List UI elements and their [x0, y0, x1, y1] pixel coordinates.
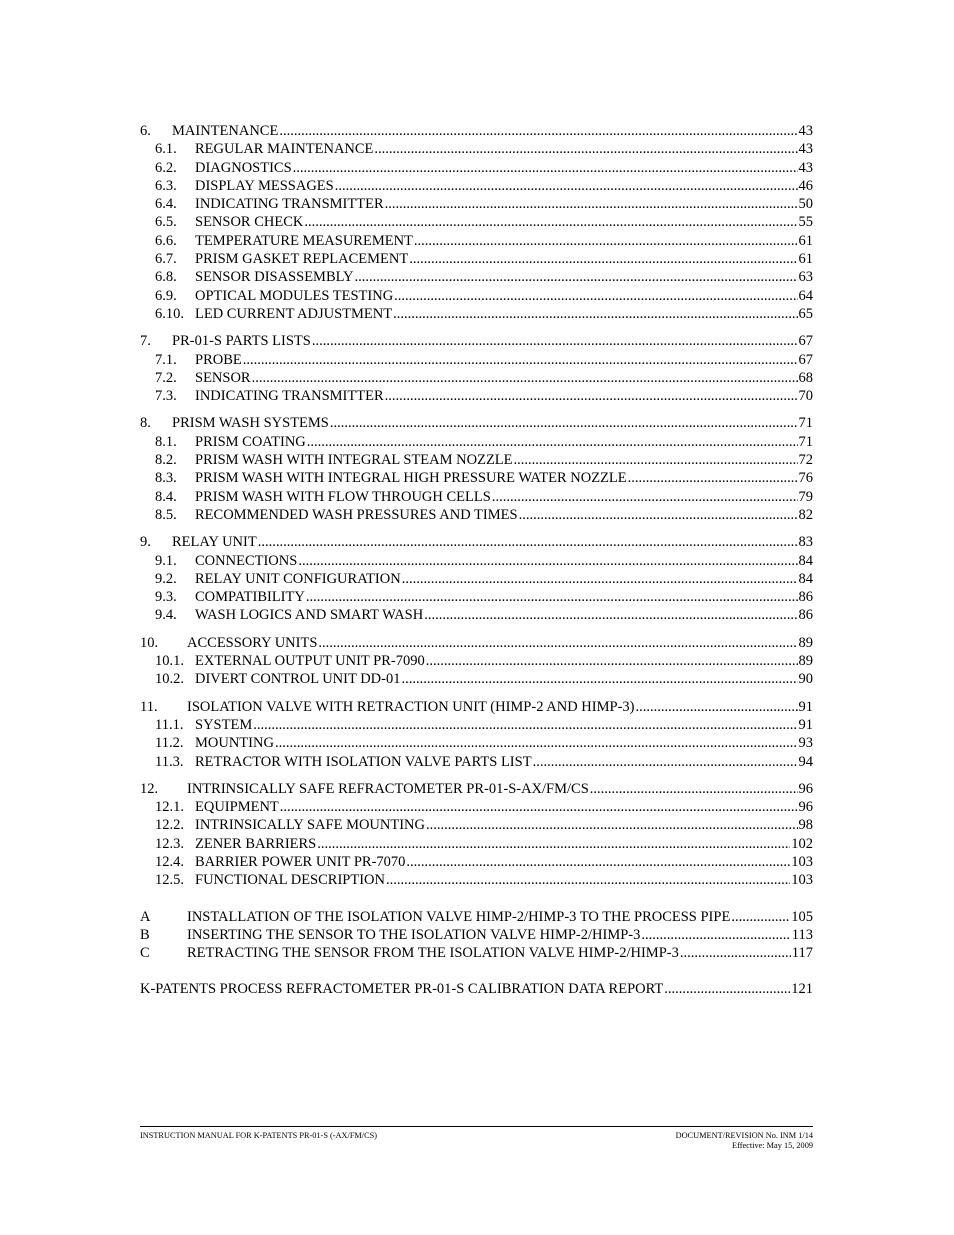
toc-calibration-entry[interactable] [140, 980, 813, 998]
dot-leader [409, 250, 797, 268]
toc-section-group [140, 414, 813, 524]
page-footer [140, 1126, 813, 1150]
entry-title: OPTICAL MODULES TESTING [195, 287, 394, 304]
entry-page-number: 68 [798, 369, 813, 386]
entry-page-number: 94 [798, 753, 813, 770]
dot-leader [635, 698, 797, 716]
dot-leader [317, 835, 790, 853]
toc-section-group [140, 780, 813, 890]
dot-leader [394, 287, 797, 305]
toc-subsection-entry[interactable] [140, 488, 813, 506]
toc-subsection-entry[interactable] [140, 835, 813, 853]
entry-number: 12.1. [155, 799, 184, 816]
entry-page-number: 91 [798, 716, 813, 733]
entry-page-number: 89 [798, 634, 813, 651]
entry-number: 11.1. [155, 716, 184, 733]
entry-page-number: 117 [791, 945, 813, 962]
entry-title: MAINTENANCE [172, 123, 279, 139]
entry-page-number: 91 [798, 698, 813, 715]
entry-page-number: 55 [798, 214, 813, 231]
entry-title: PRISM WASH WITH INTEGRAL HIGH PRESSURE WATER NOZZLE [195, 470, 627, 487]
entry-page-number: 65 [798, 305, 813, 322]
entry-number: 11.2. [155, 735, 184, 752]
entry-number: 6.7. [155, 251, 177, 268]
entry-number: 7.3. [155, 388, 177, 405]
dot-leader [280, 798, 798, 816]
dot-leader [243, 351, 798, 369]
toc-subsection-entry[interactable] [140, 588, 813, 606]
toc-section-group [140, 122, 813, 323]
entry-page-number: 84 [798, 552, 813, 569]
dot-leader [393, 305, 797, 323]
entry-page-number: 93 [798, 735, 813, 752]
dot-leader [374, 140, 797, 158]
entry-title: SENSOR [195, 369, 251, 386]
entry-title: RELAY UNIT [172, 534, 257, 551]
toc-subsection-entry[interactable] [140, 387, 813, 405]
toc-subsection-entry[interactable] [140, 305, 813, 323]
toc-section-group [140, 698, 813, 771]
entry-title: RETRACTING THE SENSOR FROM THE ISOLATION VALVE HIMP-2/HIMP-3 [187, 945, 679, 962]
entry-number: A [140, 908, 151, 925]
dot-leader [330, 414, 798, 432]
toc-subsection-entry[interactable] [140, 177, 813, 195]
entry-page-number: 70 [798, 388, 813, 405]
toc-subsection-entry[interactable] [140, 716, 813, 734]
entry-title: DIAGNOSTICS [195, 159, 292, 176]
entry-title: LED CURRENT ADJUSTMENT [195, 305, 393, 322]
entry-number: 8.3. [155, 470, 177, 487]
toc-appendix-entry[interactable] [140, 944, 813, 962]
table-of-contents [140, 122, 813, 999]
appendix-list [140, 908, 813, 963]
dot-leader [307, 433, 798, 451]
entry-page-number: 90 [798, 671, 813, 688]
calibration-report-entry-wrapper [140, 980, 813, 998]
entry-page-number: 86 [798, 607, 813, 624]
entry-page-number: 113 [791, 926, 813, 943]
entry-number: 6.9. [155, 287, 177, 304]
entry-page-number: 121 [791, 981, 813, 998]
entry-number: 8.2. [155, 452, 177, 469]
toc-subsection-entry[interactable] [140, 287, 813, 305]
entry-page-number: 83 [798, 534, 813, 551]
entry-title: SENSOR CHECK [195, 214, 304, 231]
dot-leader [275, 734, 798, 752]
entry-number: 6.10. [155, 305, 184, 322]
toc-subsection-entry[interactable] [140, 506, 813, 524]
entry-title: INSERTING THE SENSOR TO THE ISOLATION VALVE HIMP-2/HIMP-3 [187, 926, 641, 943]
toc-subsection-entry[interactable] [140, 606, 813, 624]
entry-title: DIVERT CONTROL UNIT DD-01 [195, 671, 401, 688]
dot-leader [641, 926, 790, 944]
dot-leader [514, 451, 798, 469]
toc-section-entry[interactable] [140, 780, 813, 798]
entry-number: 8.4. [155, 488, 177, 505]
entry-title: SYSTEM [195, 716, 253, 733]
toc-section-entry[interactable] [140, 698, 813, 716]
toc-subsection-entry[interactable] [140, 195, 813, 213]
entry-page-number: 43 [798, 141, 813, 158]
entry-page-number: 98 [798, 817, 813, 834]
entry-number: 11.3. [155, 753, 184, 770]
entry-title: INSTALLATION OF THE ISOLATION VALVE HIMP-2/HIMP-3 TO THE PROCESS PIPE [187, 908, 731, 925]
toc-subsection-entry[interactable] [140, 140, 813, 158]
entry-title: SENSOR DISASSEMBLY [195, 269, 354, 286]
entry-number: 7. [140, 333, 151, 350]
dot-leader [680, 944, 791, 962]
entry-title: MOUNTING [195, 735, 274, 752]
entry-title: INTRINSICALLY SAFE REFRACTOMETER PR-01-S-AX/FM/CS [187, 780, 589, 797]
entry-number: 6. [140, 123, 151, 139]
entry-page-number: 43 [798, 159, 813, 176]
entry-title: REGULAR MAINTENANCE [195, 141, 374, 158]
toc-section-entry[interactable] [140, 634, 813, 652]
entry-title: INDICATING TRANSMITTER [195, 196, 384, 213]
entry-page-number: 61 [798, 251, 813, 268]
toc-section-entry[interactable] [140, 414, 813, 432]
dot-leader [355, 268, 798, 286]
entry-title: ACCESSORY UNITS [187, 634, 318, 651]
dot-leader [293, 159, 798, 177]
entry-page-number: 84 [798, 570, 813, 587]
entry-page-number: 103 [791, 853, 813, 870]
dot-leader [279, 122, 797, 140]
dot-leader [401, 670, 797, 688]
entry-page-number: 76 [798, 470, 813, 487]
entry-page-number: 86 [798, 589, 813, 606]
entry-number: 6.3. [155, 177, 177, 194]
entry-number: 6.5. [155, 214, 177, 231]
dot-leader [312, 332, 798, 350]
toc-subsection-entry[interactable] [140, 159, 813, 177]
toc-section-group [140, 332, 813, 405]
entry-title: ZENER BARRIERS [195, 835, 317, 852]
dot-leader [385, 387, 798, 405]
entry-page-number: 89 [798, 653, 813, 670]
entry-number: 9.2. [155, 570, 177, 587]
toc-appendix-entry[interactable] [140, 908, 813, 926]
dot-leader [304, 213, 797, 231]
entry-page-number: 96 [798, 799, 813, 816]
dot-leader [335, 177, 798, 195]
entry-page-number: 71 [798, 415, 813, 432]
toc-section-entry[interactable] [140, 533, 813, 551]
toc-subsection-entry[interactable] [140, 871, 813, 889]
entry-page-number: 61 [798, 232, 813, 249]
entry-title: K-PATENTS PROCESS REFRACTOMETER PR-01-S CALIBRATION DATA REPORT [140, 981, 664, 998]
entry-number: B [140, 926, 150, 943]
toc-subsection-entry[interactable] [140, 816, 813, 834]
footer-revision: DOCUMENT/REVISION No. INM 1/14 [675, 1131, 813, 1140]
dot-leader [406, 853, 790, 871]
dot-leader [590, 780, 798, 798]
toc-subsection-entry[interactable] [140, 853, 813, 871]
entry-title: RECOMMENDED WASH PRESSURES AND TIMES [195, 506, 518, 523]
entry-number: 10. [140, 634, 159, 651]
dot-leader [426, 652, 798, 670]
entry-number: 12.2. [155, 817, 184, 834]
entry-number: 7.2. [155, 369, 177, 386]
entry-title: INTRINSICALLY SAFE MOUNTING [195, 817, 426, 834]
toc-subsection-entry[interactable] [140, 433, 813, 451]
entry-title: DISPLAY MESSAGES [195, 177, 334, 194]
entry-number: C [140, 945, 150, 962]
entry-title: RELAY UNIT CONFIGURATION [195, 570, 401, 587]
entry-title: EQUIPMENT [195, 799, 279, 816]
entry-page-number: 96 [798, 780, 813, 797]
toc-subsection-entry[interactable] [140, 652, 813, 670]
entry-title: PRISM WASH WITH INTEGRAL STEAM NOZZLE [195, 452, 513, 469]
dot-leader [414, 232, 798, 250]
entry-number: 10.2. [155, 671, 184, 688]
entry-number: 6.6. [155, 232, 177, 249]
dot-leader [628, 469, 798, 487]
entry-page-number: 67 [798, 333, 813, 350]
entry-page-number: 71 [798, 433, 813, 450]
dot-leader [318, 634, 797, 652]
toc-subsection-entry[interactable] [140, 670, 813, 688]
entry-number: 8. [140, 415, 151, 432]
entry-number: 11. [140, 698, 158, 715]
entry-title: PRISM COATING [195, 433, 306, 450]
entry-page-number: 82 [798, 506, 813, 523]
toc-subsection-entry[interactable] [140, 451, 813, 469]
dot-leader [385, 195, 798, 213]
entry-title: WASH LOGICS AND SMART WASH [195, 607, 424, 624]
dot-leader [306, 588, 798, 606]
entry-number: 8.5. [155, 506, 177, 523]
entry-page-number: 72 [798, 452, 813, 469]
entry-title: BARRIER POWER UNIT PR-7070 [195, 853, 406, 870]
entry-title: ISOLATION VALVE WITH RETRACTION UNIT (HIMP-2 AND HIMP-3) [187, 698, 635, 715]
entry-page-number: 67 [798, 351, 813, 368]
entry-title: INDICATING TRANSMITTER [195, 388, 384, 405]
entry-number: 6.1. [155, 141, 177, 158]
dot-leader [298, 552, 797, 570]
toc-subsection-entry[interactable] [140, 351, 813, 369]
toc-subsection-entry[interactable] [140, 268, 813, 286]
footer-manual-title: INSTRUCTION MANUAL FOR K-PATENTS PR-01-S (-AX/FM/CS) [140, 1131, 378, 1140]
entry-page-number: 105 [791, 908, 813, 925]
toc-subsection-entry[interactable] [140, 232, 813, 250]
entry-number: 9.4. [155, 607, 177, 624]
entry-number: 9.3. [155, 589, 177, 606]
entry-number: 8.1. [155, 433, 177, 450]
dot-leader [253, 716, 797, 734]
entry-number: 6.4. [155, 196, 177, 213]
entry-page-number: 79 [798, 488, 813, 505]
entry-number: 10.1. [155, 653, 184, 670]
entry-title: PROBE [195, 351, 242, 368]
entry-title: TEMPERATURE MEASUREMENT [195, 232, 413, 249]
entry-number: 6.2. [155, 159, 177, 176]
entry-number: 12. [140, 780, 159, 797]
dot-leader [664, 980, 790, 998]
toc-subsection-entry[interactable] [140, 798, 813, 816]
toc-subsection-entry[interactable] [140, 753, 813, 771]
entry-page-number: 43 [798, 123, 813, 139]
entry-title: PRISM GASKET REPLACEMENT [195, 251, 409, 268]
toc-section-group [140, 533, 813, 624]
entry-title: RETRACTOR WITH ISOLATION VALVE PARTS LIST [195, 753, 532, 770]
dot-leader [519, 506, 798, 524]
entry-number: 12.5. [155, 872, 184, 889]
dot-leader [252, 369, 798, 387]
entry-page-number: 63 [798, 269, 813, 286]
entry-page-number: 50 [798, 196, 813, 213]
dot-leader [386, 871, 790, 889]
entry-title: PRISM WASH WITH FLOW THROUGH CELLS [195, 488, 491, 505]
toc-subsection-entry[interactable] [140, 734, 813, 752]
entry-page-number: 103 [791, 872, 813, 889]
entry-title: PR-01-S PARTS LISTS [172, 333, 311, 350]
dot-leader [424, 606, 797, 624]
toc-subsection-entry[interactable] [140, 213, 813, 231]
entry-number: 6.8. [155, 269, 177, 286]
footer-effective-date: Effective: May 15, 2009 [732, 1141, 813, 1150]
dot-leader [731, 908, 790, 926]
entry-title: PRISM WASH SYSTEMS [172, 415, 329, 432]
toc-subsection-entry[interactable] [140, 369, 813, 387]
toc-section-group [140, 634, 813, 689]
entry-number: 12.4. [155, 853, 184, 870]
toc-subsection-entry[interactable] [140, 469, 813, 487]
entry-number: 7.1. [155, 351, 177, 368]
dot-leader [258, 533, 798, 551]
entry-title: CONNECTIONS [195, 552, 298, 569]
toc-subsection-entry[interactable] [140, 250, 813, 268]
entry-title: FUNCTIONAL DESCRIPTION [195, 872, 385, 889]
entry-title: COMPATIBILITY [195, 589, 305, 606]
toc-appendix-entry[interactable] [140, 926, 813, 944]
toc-subsection-entry[interactable] [140, 570, 813, 588]
entry-page-number: 46 [798, 177, 813, 194]
dot-leader [426, 816, 797, 834]
entry-number: 12.3. [155, 835, 184, 852]
entry-title: EXTERNAL OUTPUT UNIT PR-7090 [195, 653, 425, 670]
entry-page-number: 102 [791, 835, 813, 852]
entry-number: 9.1. [155, 552, 177, 569]
dot-leader [533, 753, 798, 771]
toc-section-entry[interactable] [140, 122, 813, 140]
footer-document-info [676, 1131, 813, 1151]
entry-number: 9. [140, 534, 151, 551]
toc-section-entry[interactable] [140, 332, 813, 350]
toc-subsection-entry[interactable] [140, 552, 813, 570]
dot-leader [492, 488, 798, 506]
dot-leader [402, 570, 798, 588]
entry-page-number: 64 [798, 287, 813, 304]
